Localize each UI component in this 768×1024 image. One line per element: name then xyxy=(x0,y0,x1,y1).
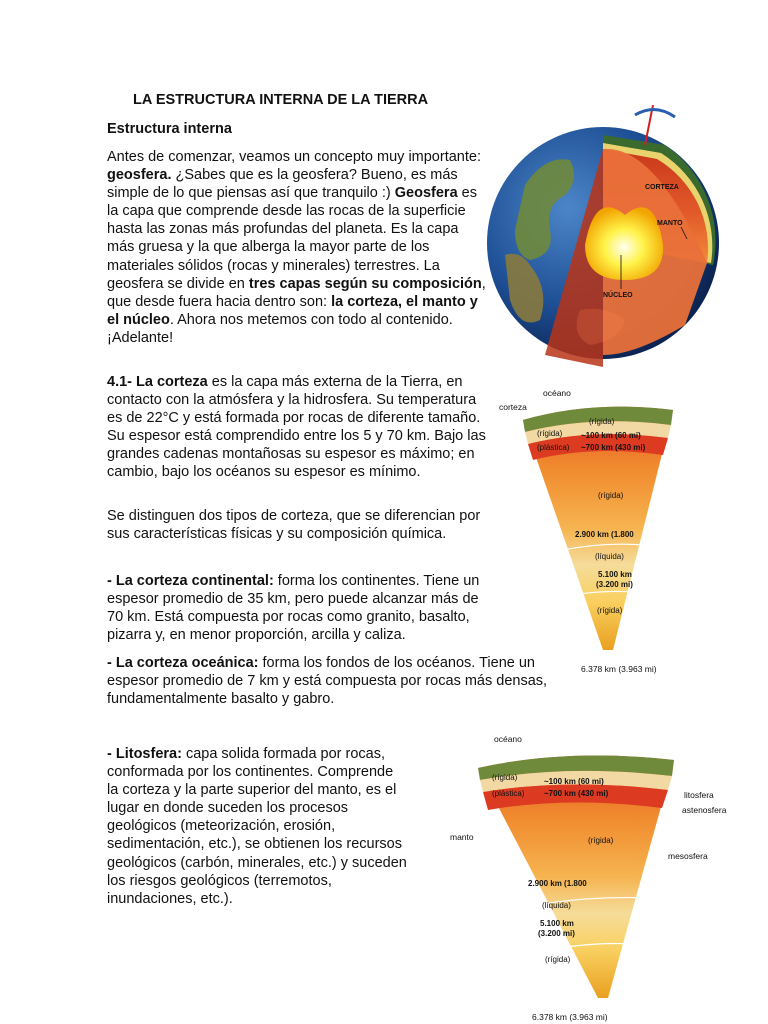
d2-label-litosfera: litosfera xyxy=(684,790,714,800)
d2-label-rigida-core: (rígida) xyxy=(545,955,571,964)
d2-label-radius: 6.378 km (3.963 mi) xyxy=(532,1012,608,1022)
section-title: Estructura interna xyxy=(107,121,232,137)
d2-label-liquida: (líquida) xyxy=(542,901,571,910)
d2-label-2900km: 2.900 km (1.800 xyxy=(528,879,587,888)
globe-core xyxy=(585,207,663,280)
d2-label-3200mi: (3.200 mi) xyxy=(538,929,575,938)
rotation-arrow-icon xyxy=(635,109,675,117)
lithosphere-paragraph: - Litosfera: capa solida formada por rocas, conformada por los continentes. Comprende la corteza y la parte superior del manto, es el lugar en donde suceden los procesos geológicos (meteorización, erosión, sedimentación, etc.), se obtienen los recursos geológicos (carbón, minerales, etc.) y suceden los riesgos geológicos (terremotos, inundaciones, etc.). xyxy=(107,746,407,907)
d1-label-100km: ~100 km (60 mi) xyxy=(581,431,641,440)
d1-label-3200mi: (3.200 mi) xyxy=(596,580,633,589)
d2-label-700km: ~700 km (430 mi) xyxy=(544,789,609,798)
d2-label-rigida-top: (rígida) xyxy=(492,773,518,782)
d1-label-rigida-2: (rígida) xyxy=(537,429,563,438)
intro-paragraph: Antes de comenzar, veamos un concepto muy importante: geosfera. ¿Sabes que es la geosfera? Bueno, es más simple de lo que piensas así que tranquilo :) Geosfera es la capa que comprende desde las rocas de la superficie hasta las zonas más profundas del planeta. Es la capa más gruesa y la que alberga la mayor parte de los materiales sólidos (rocas y minerales) terrestres. La geosfera se divide en tres capas según su composición, que desde fuera hacia dentro son: la corteza, el manto y el núcleo. Ahora nos metemos con todo al contenido. ¡Adelante! xyxy=(107,149,486,346)
d1-label-700km: ~700 km (430 mi) xyxy=(581,443,646,452)
d1-label-corteza: corteza xyxy=(499,402,527,412)
globe-label-manto: MANTO xyxy=(657,220,683,227)
d2-label-astenosfera: astenosfera xyxy=(682,805,727,815)
earth-layers-diagram-1 xyxy=(493,380,683,680)
d1-label-rigida-mid: (rígida) xyxy=(598,491,624,500)
d1-label-radius: 6.378 km (3.963 mi) xyxy=(581,664,657,674)
earth-layers-diagram-2 xyxy=(448,728,748,1024)
page-title: LA ESTRUCTURA INTERNA DE LA TIERRA xyxy=(133,92,429,108)
d1-label-liquida: (líquida) xyxy=(595,552,624,561)
globe-label-corteza: CORTEZA xyxy=(645,184,679,191)
d1-label-oceano: océano xyxy=(543,388,571,398)
earth-globe-figure xyxy=(485,105,723,367)
d2-label-plastica: (plástica) xyxy=(492,789,525,798)
corteza-paragraph: 4.1- La corteza es la capa más externa de la Tierra, en contacto con la atmósfera y la hidrosfera. Su temperatura es de 22°C y está formada por rocas de diferente tamaño. Su espesor está comprendido entre los 5 y 70 km. Bajo las grandes cadenas montañosas su espesor es máximo; en cambio, bajo los océanos su espesor es mínimo. xyxy=(107,374,486,481)
globe-label-nucleo: NÚCLEO xyxy=(603,292,633,299)
d2-label-mesosfera: mesosfera xyxy=(668,851,708,861)
continental-crust-paragraph: - La corteza continental: forma los continentes. Tiene un espesor promedio de 35 km, pero puede alcanzar más de 70 km. Está compuesta por rocas como granito, basalto, pizarra y, en menor proporción, arcilla y caliza. xyxy=(107,573,480,644)
d2-label-oceano: océano xyxy=(494,734,522,744)
d2-label-5100km: 5.100 km xyxy=(540,919,574,928)
crust-types-paragraph: Se distinguen dos tipos de corteza, que se diferencian por sus características físicas y su composición química. xyxy=(107,508,481,543)
d1-label-rigida-top: (rígida) xyxy=(589,417,615,426)
d1-label-plastica: (plástica) xyxy=(537,443,570,452)
oceanic-crust-paragraph: - La corteza oceánica: forma los fondos de los océanos. Tiene un espesor promedio de 7 km y está compuesta por rocas más densas, fundamentalmente basalto y gabro. xyxy=(107,655,548,708)
d1-label-5100km: 5.100 km xyxy=(598,570,632,579)
d2-label-100km: ~100 km (60 mi) xyxy=(544,777,604,786)
d2-label-manto: manto xyxy=(450,832,474,842)
d1-label-rigida-core: (rígida) xyxy=(597,606,623,615)
d1-label-2900km: 2.900 km (1.800 xyxy=(575,530,634,539)
d2-label-rigida-mid: (rígida) xyxy=(588,836,614,845)
